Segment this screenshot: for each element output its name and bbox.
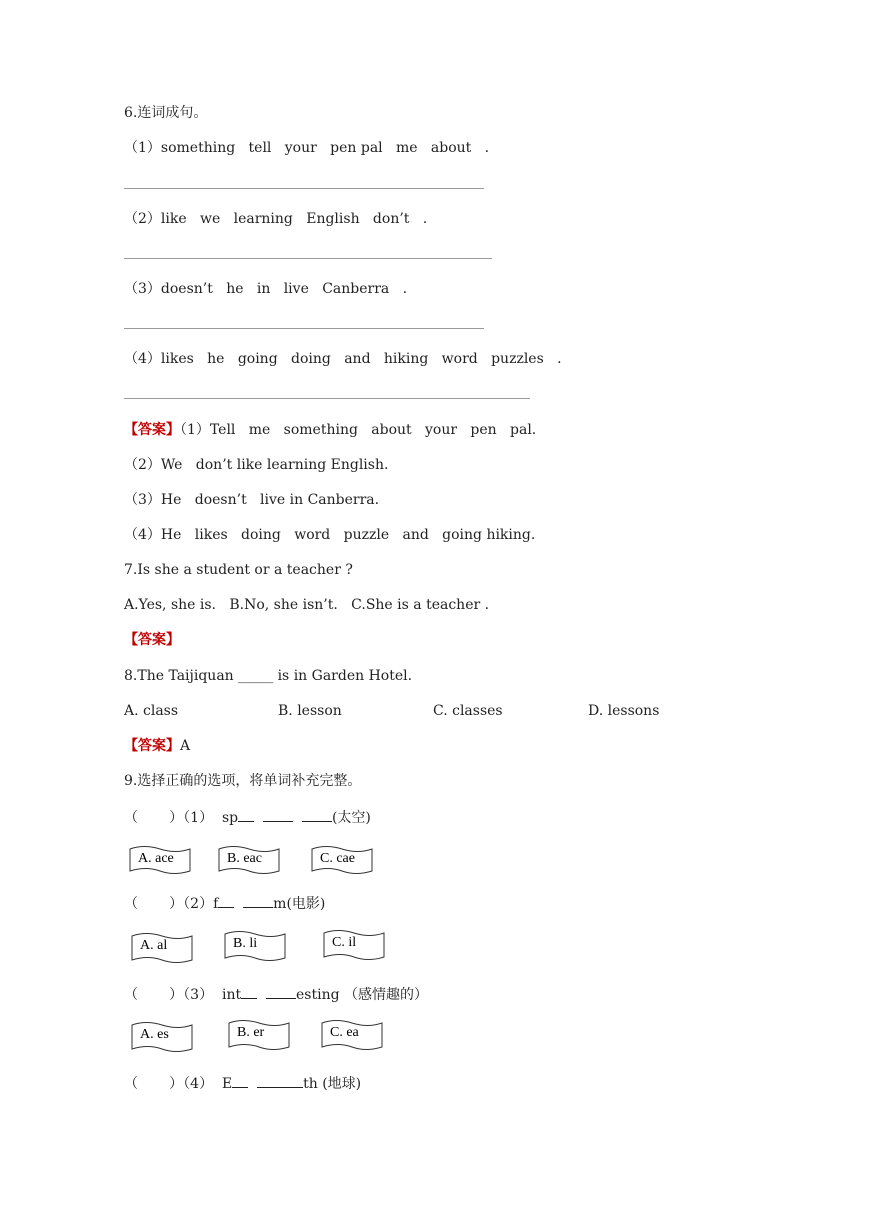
option-label: A. al — [140, 938, 168, 953]
q6-item-3: （3）doesn’t he in live Canberra . — [124, 281, 408, 297]
word-prefix: E — [221, 1076, 233, 1092]
q8-answer — [124, 737, 190, 755]
q6-item-4: （4）likes he going doing and hiking word puzzles . — [124, 351, 562, 367]
letter-blank[interactable] — [243, 893, 273, 908]
letter-blank[interactable] — [302, 807, 332, 822]
q9-2-option-a[interactable] — [130, 932, 190, 960]
q8-option-a[interactable]: A. class — [124, 703, 179, 719]
q7-question: 7.Is she a student or a teacher ? — [124, 562, 353, 578]
q9-3-option-a[interactable] — [130, 1021, 190, 1049]
letter-blank[interactable] — [238, 807, 254, 822]
word-prefix: f — [213, 896, 219, 912]
answer-paren[interactable]: （ ） — [124, 810, 184, 826]
q8-question: 8.The Taijiquan _____ is in Garden Hotel. — [124, 668, 413, 684]
q6-answer-3: （3）He doesn’t live in Canberra. — [124, 492, 380, 508]
q6-answer-line-4[interactable] — [124, 398, 530, 399]
q9-2-option-b[interactable] — [223, 930, 283, 958]
letter-blank[interactable] — [257, 1073, 303, 1088]
answer-label: 【答案】 — [124, 422, 180, 438]
option-label: B. eac — [227, 851, 262, 866]
q7-answer-label — [124, 631, 180, 649]
word-prefix: sp — [221, 810, 239, 826]
q8-option-b[interactable]: B. lesson — [278, 703, 342, 719]
answer-label: 【答案】 — [124, 632, 180, 648]
item-number: （2） — [183, 896, 214, 912]
letter-blank[interactable] — [232, 1073, 248, 1088]
option-label: C. cae — [320, 851, 355, 866]
q8-option-d[interactable]: D. lessons — [588, 703, 660, 719]
q9-item-1 — [124, 807, 371, 827]
q9-1-option-b[interactable] — [217, 845, 277, 873]
q9-3-option-c[interactable] — [320, 1019, 380, 1047]
q8-answer-value: A — [180, 738, 191, 754]
q6-item-1: （1）something tell your pen pal me about . — [124, 140, 490, 156]
option-label: B. er — [237, 1025, 265, 1040]
letter-blank[interactable] — [266, 984, 296, 999]
q6-item-2: （2）like we learning English don’t . — [124, 211, 428, 227]
q6-answer-1-row — [124, 421, 536, 439]
word-prefix: int — [221, 987, 242, 1003]
option-label: C. ea — [330, 1025, 359, 1040]
option-label: A. ace — [138, 851, 174, 866]
answer-paren[interactable]: （ ） — [124, 896, 184, 912]
q9-2-option-c[interactable] — [322, 929, 382, 957]
answer-label: 【答案】 — [124, 738, 180, 754]
q6-title: 6.连词成句。 — [124, 105, 208, 121]
q6-answer-2: （2）We don’t like learning English. — [124, 457, 389, 473]
item-number: （4） — [183, 1076, 218, 1092]
q9-title: 9.选择正确的选项，将单词补充完整。 — [124, 773, 362, 789]
letter-blank[interactable] — [241, 984, 257, 999]
q9-item-4 — [124, 1073, 361, 1093]
answer-paren[interactable]: （ ） — [124, 1076, 184, 1092]
q6-answer-4: （4）He likes doing word puzzle and going hiking. — [124, 527, 536, 543]
word-suffix: th (地球) — [303, 1076, 362, 1092]
letter-blank[interactable] — [263, 807, 293, 822]
q9-item-2 — [124, 893, 325, 913]
q6-answer-1: （1）Tell me something about your pen pal. — [180, 422, 537, 438]
q9-3-option-b[interactable] — [227, 1019, 287, 1047]
item-number: （1） — [183, 810, 218, 826]
letter-blank[interactable] — [218, 893, 234, 908]
option-label: B. li — [233, 936, 258, 951]
q6-answer-line-2[interactable] — [124, 258, 492, 259]
q9-item-3 — [124, 984, 428, 1004]
answer-paren[interactable]: （ ） — [124, 987, 184, 1003]
q9-1-option-c[interactable] — [310, 845, 370, 873]
word-suffix: (太空) — [331, 810, 371, 826]
item-number: （3） — [183, 987, 218, 1003]
option-label: A. es — [140, 1027, 169, 1042]
word-suffix: esting （感情趣的） — [296, 987, 429, 1003]
q7-options: A.Yes, she is. B.No, she isn’t. C.She is a teacher . — [124, 597, 490, 613]
q9-1-option-a[interactable] — [128, 845, 188, 873]
word-suffix: m(电影) — [273, 896, 326, 912]
option-label: C. il — [332, 935, 357, 950]
q6-answer-line-1[interactable] — [124, 188, 484, 189]
q6-answer-line-3[interactable] — [124, 328, 484, 329]
q8-option-c[interactable]: C. classes — [433, 703, 503, 719]
